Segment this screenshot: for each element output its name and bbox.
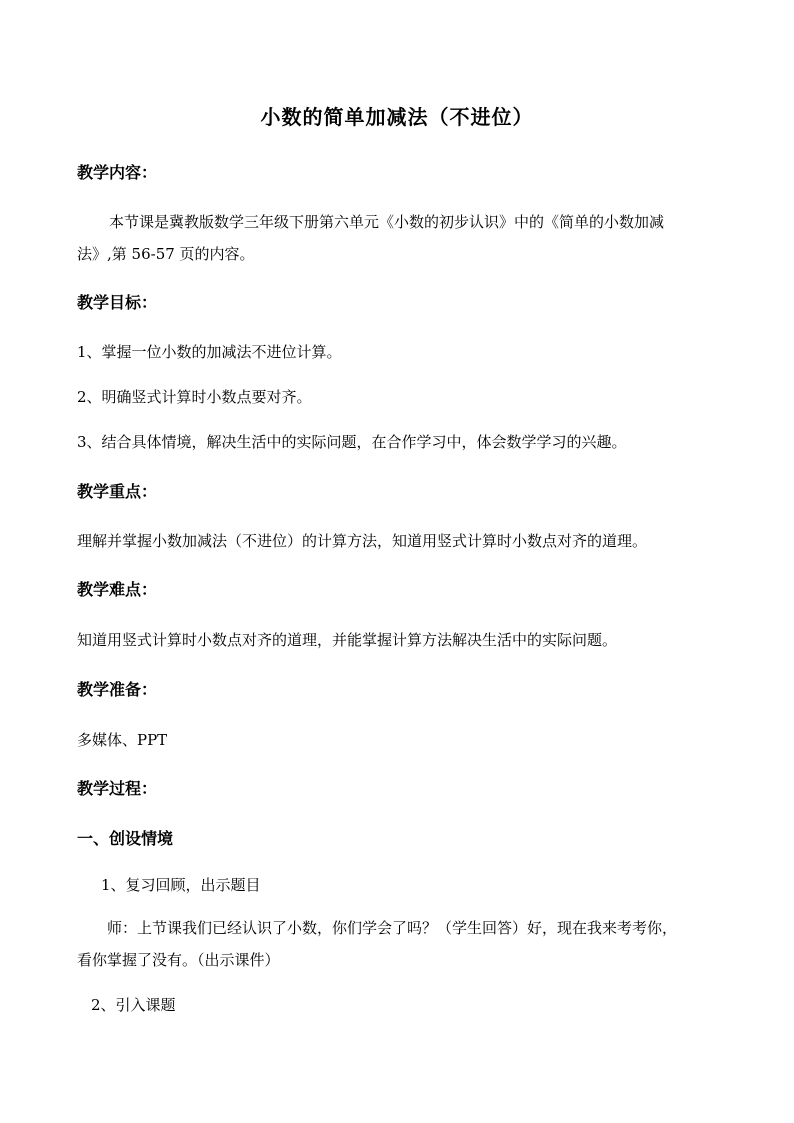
process-subheading: 一、创设情境 <box>77 829 174 848</box>
goal-item-1: 1、掌握一位小数的加减法不进位计算。 <box>77 343 342 361</box>
section-heading-preparation: 教学准备： <box>77 680 158 699</box>
content-paragraph-line-2: 法》,第 56-57 页的内容。 <box>77 245 255 263</box>
section-heading-key-points: 教学重点： <box>77 482 158 501</box>
content-paragraph-line-1: 本节课是冀教版数学三年级下册第六单元《小数的初步认识》中的《简单的小数加减 <box>109 213 665 231</box>
process-paragraph-line-2: 看你掌握了没有。（出示课件） <box>77 951 280 969</box>
section-heading-difficulties: 教学难点： <box>77 580 158 599</box>
section-heading-process: 教学过程： <box>77 779 158 798</box>
goal-item-2: 2、明确竖式计算时小数点要对齐。 <box>77 388 312 406</box>
goal-item-3: 3、结合具体情境，解决生活中的实际问题，在合作学习中，体会数学学习的兴趣。 <box>77 433 627 451</box>
preparation-text: 多媒体、PPT <box>77 731 168 749</box>
section-heading-content: 教学内容： <box>77 163 158 182</box>
document-title: 小数的简单加减法（不进位） <box>260 105 534 129</box>
section-heading-goals: 教学目标： <box>77 293 158 312</box>
process-step-2: 2、引入课题 <box>91 996 176 1014</box>
process-step-1: 1、复习回顾，出示题目 <box>101 876 261 894</box>
key-points-text: 理解并掌握小数加减法（不进位）的计算方法，知道用竖式计算时小数点对齐的道理。 <box>77 532 648 550</box>
difficulties-text: 知道用竖式计算时小数点对齐的道理，并能掌握计算方法解决生活中的实际问题。 <box>77 631 618 649</box>
process-paragraph-line-1: 师：上节课我们已经认识了小数，你们学会了吗？（学生回答）好，现在我来考考你， <box>107 919 678 937</box>
